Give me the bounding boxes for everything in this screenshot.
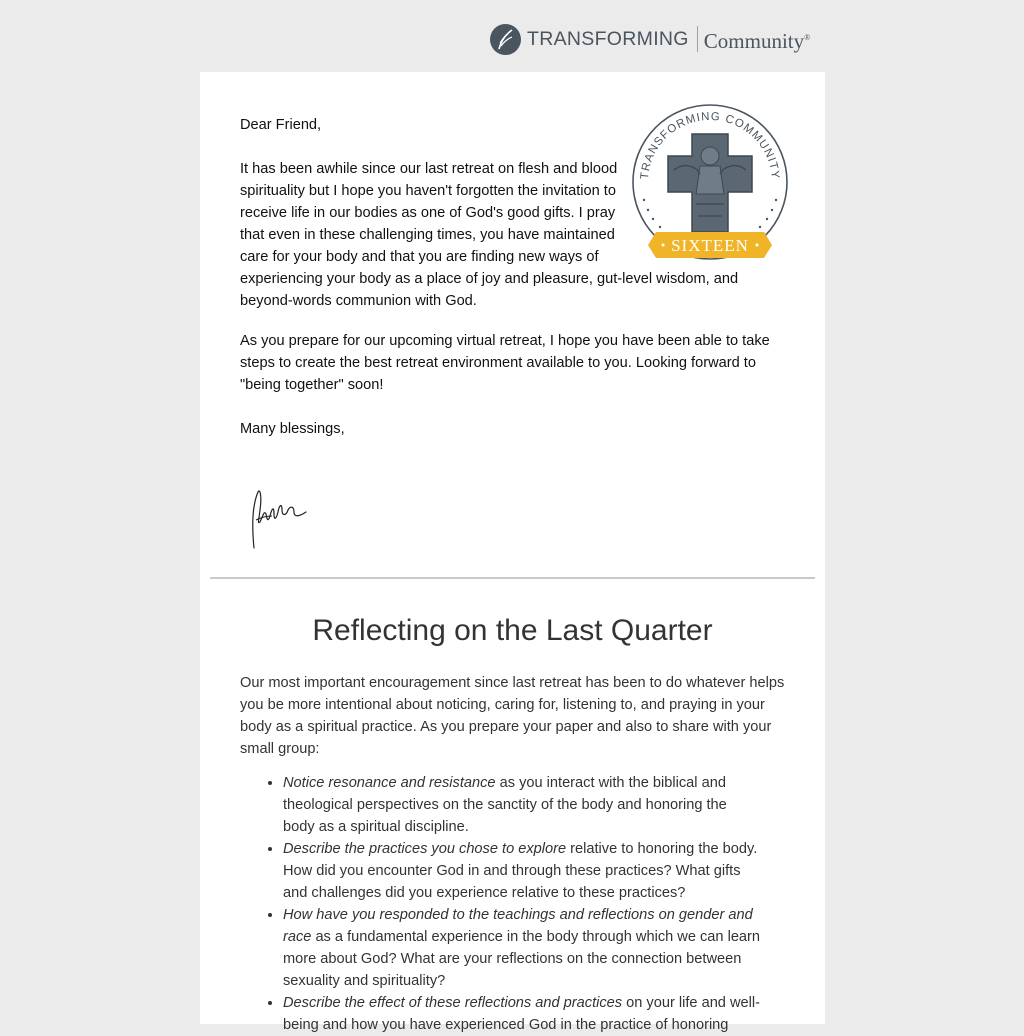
list-item [283,838,761,904]
list-item-text: as a fundamental experience in the body through which we can learn more about God? What are your reflections on the connection between sexuality and spirituality? [283,929,761,989]
section-body [240,672,785,1036]
list-item-text: on your life and well-being and how you have experienced God in the practice of honoring [283,995,760,1033]
letter-paragraph-1: It has been awhile since our last retreat on flesh and blood spirituality but I hope you haven't forgotten the invitation to receive life in our bodies as one of God's good gifts. I pray that even in these challenging times, you have maintained care for your body and that you are finding new ways of experiencing your body as a place of joy and pleasure, gut-level wisdom, and beyond-words communion with God. [240,161,739,309]
transforming-community-seal [630,100,790,262]
list-item [283,772,761,838]
section-intro: Our most important encouragement since last retreat has been to do whatever helps you be more intentional about noticing, caring for, listening to, and praying in your body as a spiritual practice. As you prepare your paper and also to share with your small group: [240,675,785,757]
list-item-text: as you interact with the biblical and theological perspectives on the sanctity of the body and honoring the body as a spiritual discipline. [283,775,727,835]
list-item-emphasis: Notice resonance and resistance [283,775,496,791]
seal-arc-text: TRANSFORMING COMMUNITY [638,110,782,180]
list-item-emphasis: How have you responded to the teachings and reflections on gender and race [283,907,753,945]
section-title: Reflecting on the Last Quarter [312,614,713,647]
letter-closing: Many blessings, [240,421,345,437]
brand-primary-text: TRANSFORMING [527,26,698,52]
cross-icon [668,134,752,232]
list-item [283,992,761,1036]
letter-paragraph-2: As you prepare for our upcoming virtual retreat, I hope you have been able to take steps to create the best retreat environment available to you. Looking forward to "being together" soon! [240,333,770,393]
section-divider [210,577,815,579]
list-item-text: relative to honoring the body. How did you encounter God in and through these practices? What gifts and challenges did you experience relative to these practices? [283,841,758,901]
email-header [0,0,1024,72]
list-item-emphasis: Describe the practices you chose to explore [283,841,567,857]
feather-icon [490,24,521,55]
letter-body [240,110,782,440]
list-item [283,904,761,992]
registered-mark: ® [804,32,811,42]
reflection-list [240,772,761,1036]
email-card [200,72,825,1033]
seal-ribbon-text: SIXTEEN [671,236,749,255]
letter-greeting: Dear Friend, [240,117,322,133]
handwritten-signature [248,476,318,552]
list-item-emphasis: Describe the effect of these reflections and practices [283,995,623,1011]
brand-logo[interactable] [490,22,810,56]
brand-secondary-text: Community® [703,28,811,53]
